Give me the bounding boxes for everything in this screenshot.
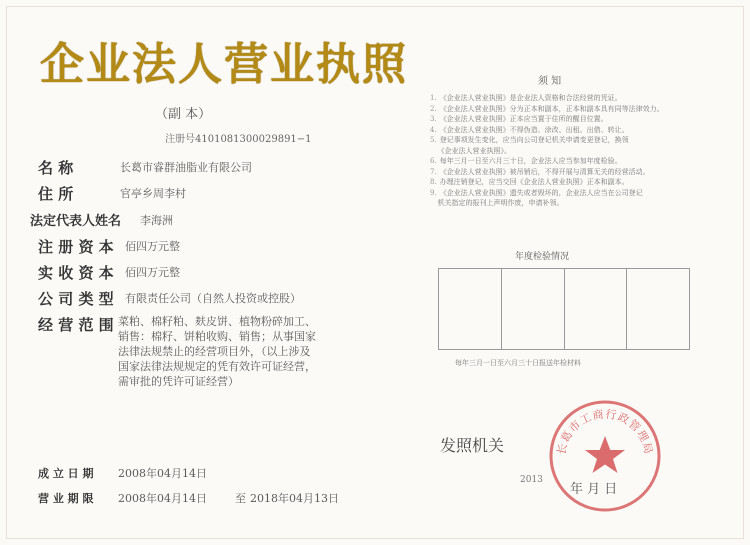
notice-title: 须 知 [538,76,562,87]
annual-inspection-note: 每年三月一日至六月三十日报送年检材料 [455,359,581,367]
notice-item: 机关指定的报刊上声明作废，申请补领。 [437,199,564,207]
notice-item: 1. 《企业法人营业执照》是企业法人资格和合法经营的凭证。 [430,94,622,102]
notice-item: 6. 每年三月一日至六月三十日，企业法人应当参加年度检验。 [430,157,622,165]
copy-label: （副 本） [155,107,212,122]
business-scope-text: 菜粕、棉籽粕、麸皮饼、植物粉碎加工、销售：棉籽、饼粕收购、销售；从事国家法律法规禁止的经营项目外，（以上涉及国家法律法规规定的凭有效许可证经营，需审批的凭许可证经营） [118,315,316,388]
annual-inspection-cell [565,269,628,349]
registration-number: 注册号4101081300029891−1 [165,134,312,145]
notice-list [430,93,715,209]
field-label-company-type: 公 司 类 型 [38,290,114,308]
field-value-term-end: 2018年04月13日 [250,492,339,505]
annual-inspection-cell [439,269,502,349]
field-value-registered-capital: 佰四万元整 [125,240,180,253]
issue-date-tail: 年 月 日 [570,482,618,497]
field-value-name: 长葛市睿群油脂业有限公司 [120,161,252,174]
annual-inspection-cell [627,269,689,349]
issuer-label: 发照机关 [440,436,505,455]
official-seal-icon [545,396,665,516]
field-label-business-scope: 经 营 范 围 [38,316,114,334]
notice-item: 9. 《企业法人营业执照》遗失或者毁坏的，企业法人应当在公司登记 [430,188,643,197]
svg-text:长葛市工商行政管理局: 长葛市工商行政管理局 [554,407,656,456]
field-label-registered-capital: 注 册 资 本 [38,238,114,256]
annual-inspection-cell [502,269,565,349]
notice-item: 8. 办理注销登记，应当交回《企业法人营业执照》正本和副本。 [430,178,629,186]
field-label-established: 成 立 日 期 [38,467,94,480]
field-label-term: 营 业 期 限 [38,492,94,505]
notice-item: 5. 登记事项发生变化，应当向公司登记机关申请变更登记，换领 [430,136,629,144]
notice-item: 4. 《企业法人营业执照》不得伪造、涂改、出租、出借、转让。 [430,125,629,134]
field-label-paid-capital: 实 收 资 本 [38,264,114,282]
notice-item: 2. 《企业法人营业执照》分为正本和副本，正本和副本具有同等法律效力。 [430,104,664,113]
field-value-address: 官亭乡周李村 [120,187,186,200]
field-value-term-to: 至 [235,492,246,505]
field-value-paid-capital: 佰四万元整 [125,266,180,279]
notice-item: 《企业法人营业执照》。 [437,146,511,155]
annual-inspection-title: 年度检验情况 [515,252,570,262]
field-value-term-start: 2008年04月14日 [118,492,207,505]
annual-inspection-grid [438,268,690,350]
field-value-established: 2008年04月14日 [118,467,207,480]
field-label-name: 名 称 [38,159,74,177]
field-value-legal-rep: 李海洲 [140,214,173,227]
field-value-company-type: 有限责任公司（自然人投资或控股） [125,292,301,305]
document-title: 企业法人营业执照 [40,39,408,90]
field-label-address: 住 所 [38,185,74,203]
field-label-legal-rep: 法定代表人姓名 [30,214,122,229]
issue-year: 2013 [520,475,543,485]
notice-item: 3. 《企业法人营业执照》正本应当置于住所的醒目位置。 [430,115,608,123]
notice-item: 7. 《企业法人营业执照》被吊销后，不得开展与清算无关的经营活动。 [430,167,650,176]
